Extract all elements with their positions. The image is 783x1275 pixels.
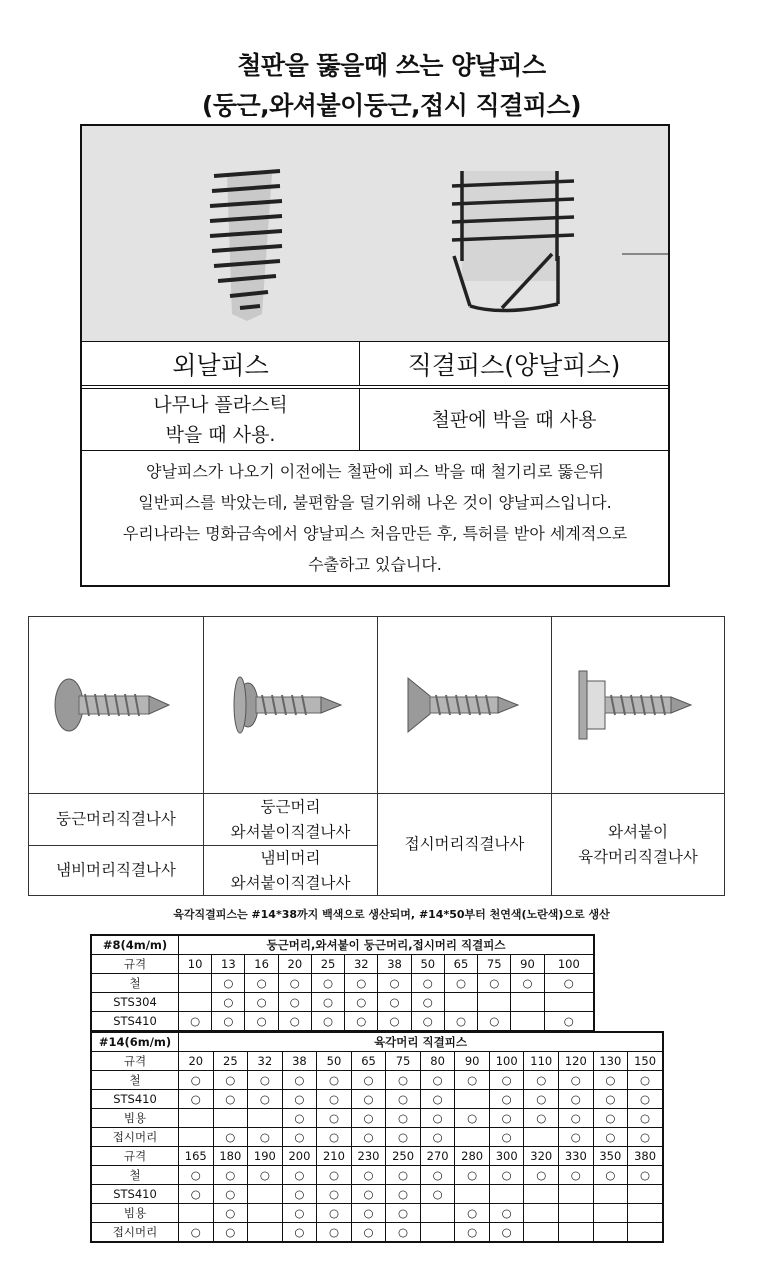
- material-name: STS410: [91, 1185, 179, 1204]
- availability-mark: ○: [351, 1090, 386, 1109]
- availability-mark: ○: [628, 1166, 663, 1185]
- single-thread-desc: [82, 389, 360, 450]
- material-row: [91, 1012, 594, 1032]
- availability-mark: ○: [593, 1166, 628, 1185]
- availability-mark: ○: [248, 1128, 283, 1147]
- availability-mark: ○: [278, 974, 311, 993]
- availability-mark: ○: [544, 974, 594, 993]
- availability-mark: ○: [420, 1090, 455, 1109]
- table-title: 둥근머리,와셔붙이 둥근머리,접시머리 직결피스: [179, 935, 595, 955]
- label-line: 냄비머리: [260, 848, 321, 867]
- availability-mark: ○: [489, 1109, 524, 1128]
- availability-mark: ○: [311, 993, 344, 1012]
- flat-head-screw-image: [378, 617, 552, 793]
- availability-mark: ○: [282, 1109, 317, 1128]
- availability-mark: ○: [420, 1128, 455, 1147]
- availability-mark: [524, 1204, 559, 1223]
- self-drilling-header: 직결피스(양날피스): [407, 350, 621, 380]
- availability-mark: [628, 1223, 663, 1243]
- availability-mark: ○: [593, 1090, 628, 1109]
- availability-mark: ○: [179, 1185, 214, 1204]
- availability-mark: ○: [245, 993, 278, 1012]
- availability-mark: ○: [282, 1223, 317, 1243]
- size-value: 90: [455, 1052, 490, 1071]
- availability-mark: ○: [478, 974, 511, 993]
- availability-mark: [248, 1223, 283, 1243]
- availability-mark: ○: [213, 1090, 248, 1109]
- label-line: 와셔붙이: [608, 822, 668, 841]
- header-row: [91, 935, 594, 955]
- availability-mark: ○: [212, 1012, 245, 1032]
- availability-mark: ○: [386, 1128, 421, 1147]
- material-name: 접시머리: [91, 1223, 179, 1243]
- size-value: 270: [420, 1147, 455, 1166]
- material-name: 빔용: [91, 1109, 179, 1128]
- availability-mark: ○: [213, 1223, 248, 1243]
- availability-mark: ○: [489, 1204, 524, 1223]
- availability-mark: ○: [444, 974, 477, 993]
- availability-mark: ○: [378, 993, 411, 1012]
- availability-mark: ○: [489, 1128, 524, 1147]
- availability-mark: ○: [455, 1071, 490, 1090]
- availability-mark: ○: [248, 1090, 283, 1109]
- material-name: 빔용: [91, 1204, 179, 1223]
- availability-mark: ○: [245, 1012, 278, 1032]
- availability-mark: [593, 1204, 628, 1223]
- availability-mark: [420, 1223, 455, 1243]
- availability-mark: ○: [420, 1109, 455, 1128]
- availability-mark: ○: [386, 1090, 421, 1109]
- screw-comparison-photo: [82, 126, 668, 341]
- spec-table-8: [90, 934, 595, 1032]
- availability-mark: ○: [628, 1128, 663, 1147]
- availability-mark: ○: [386, 1071, 421, 1090]
- availability-mark: ○: [386, 1223, 421, 1243]
- para-line: 일반피스를 박았는데, 불편함을 덜기위해 나온 것이 양날피스입니다.: [138, 493, 612, 512]
- availability-mark: [179, 1204, 214, 1223]
- availability-mark: [593, 1185, 628, 1204]
- product-grid: [28, 616, 725, 896]
- size-value: 80: [420, 1052, 455, 1071]
- comparison-header-row: [82, 341, 668, 389]
- availability-mark: ○: [345, 974, 378, 993]
- availability-mark: [248, 1185, 283, 1204]
- size-row: [91, 955, 594, 974]
- size-value: 380: [628, 1147, 663, 1166]
- header-row: [91, 1032, 663, 1052]
- availability-mark: ○: [455, 1109, 490, 1128]
- availability-mark: ○: [213, 1128, 248, 1147]
- size-value: 65: [351, 1052, 386, 1071]
- size-value: 32: [248, 1052, 283, 1071]
- availability-mark: ○: [351, 1109, 386, 1128]
- availability-mark: ○: [455, 1166, 490, 1185]
- availability-mark: ○: [386, 1185, 421, 1204]
- table-title: 육각머리 직결피스: [179, 1032, 664, 1052]
- availability-mark: ○: [386, 1204, 421, 1223]
- availability-mark: [179, 1128, 214, 1147]
- material-name: STS410: [91, 1090, 179, 1109]
- size-value: 10: [179, 955, 212, 974]
- size-value: 90: [511, 955, 544, 974]
- availability-mark: [455, 1090, 490, 1109]
- page-subtitle: (둥근,와셔붙이둥근,접시 직결피스): [201, 91, 582, 120]
- size-value: 25: [213, 1052, 248, 1071]
- size-value: 50: [317, 1052, 352, 1071]
- single-thread-desc-line2: 박을 때 사용.: [165, 423, 276, 446]
- size-label: 규격: [91, 1147, 179, 1166]
- availability-mark: ○: [311, 974, 344, 993]
- availability-mark: ○: [317, 1166, 352, 1185]
- size-value: 320: [524, 1147, 559, 1166]
- availability-mark: ○: [524, 1071, 559, 1090]
- availability-mark: ○: [511, 974, 544, 993]
- availability-mark: [420, 1204, 455, 1223]
- availability-mark: ○: [317, 1223, 352, 1243]
- material-row: [91, 993, 594, 1012]
- availability-mark: ○: [212, 993, 245, 1012]
- availability-mark: ○: [213, 1071, 248, 1090]
- availability-mark: ○: [524, 1109, 559, 1128]
- size-value: 120: [559, 1052, 594, 1071]
- availability-mark: [628, 1204, 663, 1223]
- material-name: STS304: [91, 993, 179, 1012]
- material-name: 철: [91, 974, 179, 993]
- size-row: [91, 1147, 663, 1166]
- size-value: 50: [411, 955, 444, 974]
- availability-mark: ○: [179, 1090, 214, 1109]
- label-line: 와셔붙이직결나사: [230, 822, 351, 841]
- availability-mark: ○: [455, 1204, 490, 1223]
- label-hex-washer-head: [552, 793, 724, 895]
- size-value: 210: [317, 1147, 352, 1166]
- size-label: 규격: [91, 955, 179, 974]
- availability-mark: ○: [282, 1090, 317, 1109]
- availability-mark: ○: [593, 1109, 628, 1128]
- material-row: [91, 1204, 663, 1223]
- size-value: 250: [386, 1147, 421, 1166]
- hex-washer-head-screw-image: [552, 617, 724, 793]
- size-value: 200: [282, 1147, 317, 1166]
- para-line: 수출하고 있습니다.: [308, 555, 442, 574]
- material-row: [91, 1109, 663, 1128]
- availability-mark: ○: [559, 1166, 594, 1185]
- material-row: [91, 974, 594, 993]
- availability-mark: [213, 1109, 248, 1128]
- material-row: [91, 1090, 663, 1109]
- availability-mark: [179, 993, 212, 1012]
- availability-mark: ○: [317, 1071, 352, 1090]
- availability-mark: [489, 1185, 524, 1204]
- availability-mark: ○: [628, 1090, 663, 1109]
- availability-mark: ○: [411, 1012, 444, 1032]
- availability-mark: ○: [489, 1090, 524, 1109]
- size-value: 330: [559, 1147, 594, 1166]
- availability-mark: ○: [489, 1071, 524, 1090]
- availability-mark: ○: [524, 1166, 559, 1185]
- size-value: 20: [278, 955, 311, 974]
- availability-mark: ○: [317, 1128, 352, 1147]
- availability-mark: [593, 1223, 628, 1243]
- availability-mark: ○: [544, 1012, 594, 1032]
- availability-mark: ○: [351, 1185, 386, 1204]
- size-value: 190: [248, 1147, 283, 1166]
- availability-mark: ○: [248, 1166, 283, 1185]
- availability-mark: [248, 1109, 283, 1128]
- availability-mark: [455, 1128, 490, 1147]
- size-value: 300: [489, 1147, 524, 1166]
- availability-mark: ○: [628, 1071, 663, 1090]
- availability-mark: ○: [317, 1185, 352, 1204]
- availability-mark: ○: [593, 1128, 628, 1147]
- size-value: 38: [282, 1052, 317, 1071]
- availability-mark: [559, 1204, 594, 1223]
- availability-mark: [524, 1128, 559, 1147]
- para-line: 양날피스가 나오기 이전에는 철판에 피스 박을 때 철기리로 뚫은뒤: [145, 462, 604, 481]
- availability-mark: [444, 993, 477, 1012]
- availability-mark: ○: [317, 1090, 352, 1109]
- label-washer-pan-head: [204, 845, 378, 895]
- availability-mark: [559, 1185, 594, 1204]
- availability-mark: ○: [593, 1071, 628, 1090]
- material-row: [91, 1128, 663, 1147]
- label-round-head: 둥근머리직결나사: [29, 793, 204, 845]
- production-note: 육각직결피스는 #14*38까지 백색으로 생산되며, #14*50부터 천연색(노란색)으로 생산: [173, 908, 610, 921]
- availability-mark: ○: [248, 1071, 283, 1090]
- para-line: 우리나라는 명화금속에서 양날피스 처음만든 후, 특허를 받아 세계적으로: [122, 524, 628, 543]
- single-thread-desc-line1: 나무나 플라스틱: [153, 393, 288, 416]
- table-label: #14(6m/m): [91, 1032, 179, 1052]
- availability-mark: ○: [628, 1109, 663, 1128]
- size-value: 350: [593, 1147, 628, 1166]
- round-head-screw-image: [29, 617, 204, 793]
- label-pan-head: 냄비머리직결나사: [29, 845, 204, 895]
- availability-mark: ○: [559, 1109, 594, 1128]
- size-value: 150: [628, 1052, 663, 1071]
- availability-mark: ○: [282, 1128, 317, 1147]
- size-value: 180: [213, 1147, 248, 1166]
- size-row: [91, 1052, 663, 1071]
- comparison-box: [80, 124, 670, 587]
- availability-mark: ○: [213, 1185, 248, 1204]
- label-washer-round-head: [204, 793, 378, 845]
- availability-mark: ○: [179, 1012, 212, 1032]
- availability-mark: ○: [378, 974, 411, 993]
- availability-mark: ○: [455, 1223, 490, 1243]
- availability-mark: ○: [278, 1012, 311, 1032]
- availability-mark: ○: [489, 1166, 524, 1185]
- availability-mark: ○: [378, 1012, 411, 1032]
- size-value: 75: [478, 955, 511, 974]
- availability-mark: ○: [351, 1223, 386, 1243]
- material-name: 접시머리: [91, 1128, 179, 1147]
- availability-mark: [455, 1185, 490, 1204]
- self-drilling-desc: 철판에 박을 때 사용: [431, 408, 597, 431]
- availability-mark: ○: [179, 1071, 214, 1090]
- availability-mark: ○: [317, 1204, 352, 1223]
- size-value: 16: [245, 955, 278, 974]
- label-line: 육각머리직결나사: [578, 847, 698, 866]
- availability-mark: ○: [489, 1223, 524, 1243]
- availability-mark: ○: [386, 1166, 421, 1185]
- size-value: 100: [544, 955, 594, 974]
- availability-mark: ○: [311, 1012, 344, 1032]
- material-name: 철: [91, 1166, 179, 1185]
- availability-mark: ○: [411, 974, 444, 993]
- availability-mark: [248, 1204, 283, 1223]
- label-flat-head: 접시머리직결나사: [378, 793, 552, 895]
- availability-mark: ○: [420, 1185, 455, 1204]
- size-value: 65: [444, 955, 477, 974]
- material-name: STS410: [91, 1012, 179, 1032]
- availability-mark: ○: [386, 1109, 421, 1128]
- availability-mark: [179, 974, 212, 993]
- spec-table-14: [90, 1031, 664, 1243]
- size-value: 32: [345, 955, 378, 974]
- size-value: 130: [593, 1052, 628, 1071]
- single-thread-header: 외날피스: [82, 342, 360, 385]
- material-row: [91, 1223, 663, 1243]
- size-value: 110: [524, 1052, 559, 1071]
- availability-mark: ○: [524, 1090, 559, 1109]
- availability-mark: ○: [213, 1166, 248, 1185]
- size-label: 규격: [91, 1052, 179, 1071]
- availability-mark: ○: [411, 993, 444, 1012]
- availability-mark: ○: [179, 1166, 214, 1185]
- availability-mark: ○: [478, 1012, 511, 1032]
- size-value: 100: [489, 1052, 524, 1071]
- availability-mark: ○: [351, 1204, 386, 1223]
- availability-mark: [524, 1223, 559, 1243]
- label-line: 와셔붙이직결나사: [230, 873, 351, 892]
- availability-mark: ○: [179, 1223, 214, 1243]
- availability-mark: [524, 1185, 559, 1204]
- availability-mark: [511, 993, 544, 1012]
- availability-mark: ○: [559, 1090, 594, 1109]
- material-row: [91, 1185, 663, 1204]
- availability-mark: ○: [444, 1012, 477, 1032]
- availability-mark: ○: [420, 1071, 455, 1090]
- availability-mark: ○: [351, 1071, 386, 1090]
- size-value: 38: [378, 955, 411, 974]
- availability-mark: ○: [345, 1012, 378, 1032]
- availability-mark: ○: [282, 1204, 317, 1223]
- size-value: 13: [212, 955, 245, 974]
- material-row: [91, 1071, 663, 1090]
- availability-mark: [544, 993, 594, 1012]
- availability-mark: ○: [420, 1166, 455, 1185]
- material-name: 철: [91, 1071, 179, 1090]
- page-title: 철판을 뚫을때 쓰는 양날피스: [237, 51, 546, 80]
- availability-mark: ○: [282, 1166, 317, 1185]
- table-label: #8(4m/m): [91, 935, 179, 955]
- availability-mark: ○: [345, 993, 378, 1012]
- availability-mark: ○: [245, 974, 278, 993]
- label-line: 둥근머리: [260, 797, 321, 816]
- availability-mark: ○: [351, 1166, 386, 1185]
- availability-mark: ○: [282, 1185, 317, 1204]
- washer-round-head-screw-image: [204, 617, 378, 793]
- availability-mark: ○: [212, 974, 245, 993]
- size-value: 230: [351, 1147, 386, 1166]
- size-value: 75: [386, 1052, 421, 1071]
- availability-mark: ○: [282, 1071, 317, 1090]
- availability-mark: ○: [317, 1109, 352, 1128]
- availability-mark: ○: [213, 1204, 248, 1223]
- availability-mark: [628, 1185, 663, 1204]
- material-row: [91, 1166, 663, 1185]
- comparison-desc-row: [82, 389, 668, 451]
- availability-mark: [179, 1109, 214, 1128]
- size-value: 20: [179, 1052, 214, 1071]
- size-value: 165: [179, 1147, 214, 1166]
- size-value: 280: [455, 1147, 490, 1166]
- availability-mark: ○: [559, 1128, 594, 1147]
- explanation-paragraph: [82, 456, 668, 580]
- availability-mark: ○: [559, 1071, 594, 1090]
- size-value: 25: [311, 955, 344, 974]
- availability-mark: [478, 993, 511, 1012]
- availability-mark: [559, 1223, 594, 1243]
- availability-mark: [511, 1012, 544, 1032]
- availability-mark: ○: [351, 1128, 386, 1147]
- availability-mark: ○: [278, 993, 311, 1012]
